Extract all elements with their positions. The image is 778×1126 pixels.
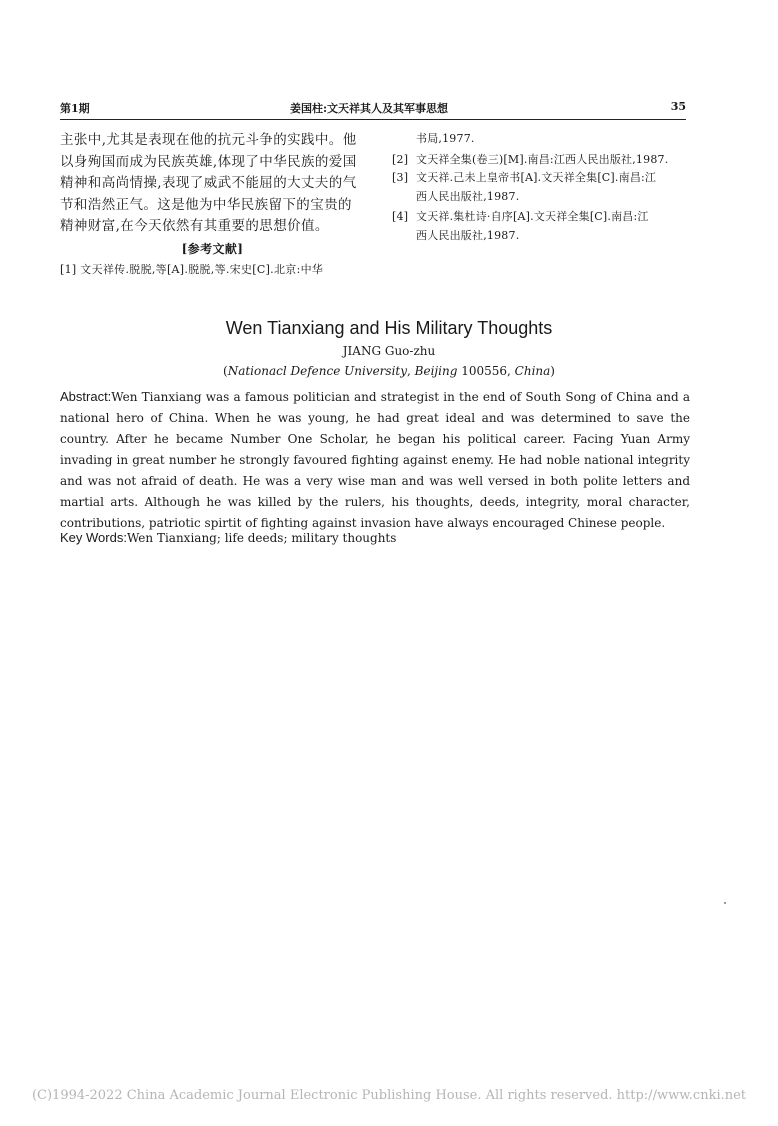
reference-3-line1: 文天祥.己未上皇帝书[A].文天祥全集[C].南昌:江 [416, 171, 657, 184]
abstract-text: Wen Tianxiang was a famous politician and strategist in the end of South Song of China and a national hero of China. When he was young, he had great ideal and was determined to save the country. After he became Number One Scholar, he began his political career. Facing Yuan Army invading in great number he strongly favoured fighting against enemy. He had noble national integrity and was not afraid of death. He was a very wise man and was well versed in both polite letters and martial arts. Although he was killed by the rulers, his thoughts, deeds, integrity, moral character, contributions, patriotic spirtit of fighting against invasion have always encouraged Chinese people. [60, 390, 690, 530]
left-column [60, 130, 365, 279]
reference-1-start: [1] 文天祥传.脱脱,等[A].脱脱,等.宋史[C].北京:中华 [60, 263, 324, 276]
reference-3-line2: 西人民出版社,1987. [416, 189, 520, 203]
english-title: Wen Tianxiang and His Military Thoughts [225, 318, 553, 338]
affiliation-open-paren: ( [223, 364, 228, 378]
affiliation-country: China [514, 364, 551, 378]
conclusion-paragraph: 主张中,尤其是表现在他的抗元斗争的实践中。他以身殉国而成为民族英雄,体现了中华民族的爱国精神和高尚情操,表现了威武不能屈的大丈夫的气节和浩然正气。这是他为中华民族留下的宝贵的精神财富,在今天依然有其重要的思想价值。 [60, 132, 357, 234]
english-affiliation [0, 364, 778, 378]
affiliation-organization: Nationacl Defence University [227, 364, 408, 378]
keywords-text: Wen Tianxiang; life deeds; military thoughts [126, 531, 397, 545]
keywords-label: Key Words: [60, 530, 127, 545]
reference-4-line2: 西人民出版社,1987. [416, 228, 520, 242]
affiliation-close-paren: ) [550, 364, 555, 378]
reference-3 [392, 169, 692, 187]
english-author: JIANG Guo-zhu [342, 344, 436, 358]
reference-2 [392, 151, 692, 169]
scan-speck [724, 902, 726, 904]
references-heading: [参考文献] [181, 241, 244, 256]
header-divider [60, 119, 686, 120]
reference-2-number: [2] [392, 152, 409, 166]
reference-4 [392, 208, 692, 226]
reference-1-continued: 书局,1977. [416, 132, 475, 145]
abstract-label: Abstract: [60, 389, 112, 404]
affiliation-zip: 100556, [457, 364, 515, 378]
affiliation-city: Beijing [414, 364, 458, 378]
affiliation-separator: , [407, 364, 415, 378]
right-column [392, 130, 692, 247]
copyright-footer: (C)1994-2022 China Academic Journal Electronic Publishing House. All rights reserved. http://www.cnki.net [31, 1088, 747, 1103]
reference-4-number: [4] [392, 210, 409, 223]
reference-4-line1: 文天祥.集杜诗·自序[A].文天祥全集[C].南昌:江 [416, 210, 649, 223]
reference-3-number: [3] [392, 171, 409, 184]
english-keywords [60, 530, 690, 545]
page-number: 35 [670, 100, 686, 113]
english-abstract [60, 386, 690, 534]
running-header [60, 100, 686, 118]
reference-2-text: 文天祥全集(卷三)[M].南昌:江西人民出版社,1987. [416, 152, 669, 166]
running-title: 姜国柱:文天祥其人及其军事思想 [290, 102, 449, 115]
issue-number: 第1期 [60, 102, 90, 115]
